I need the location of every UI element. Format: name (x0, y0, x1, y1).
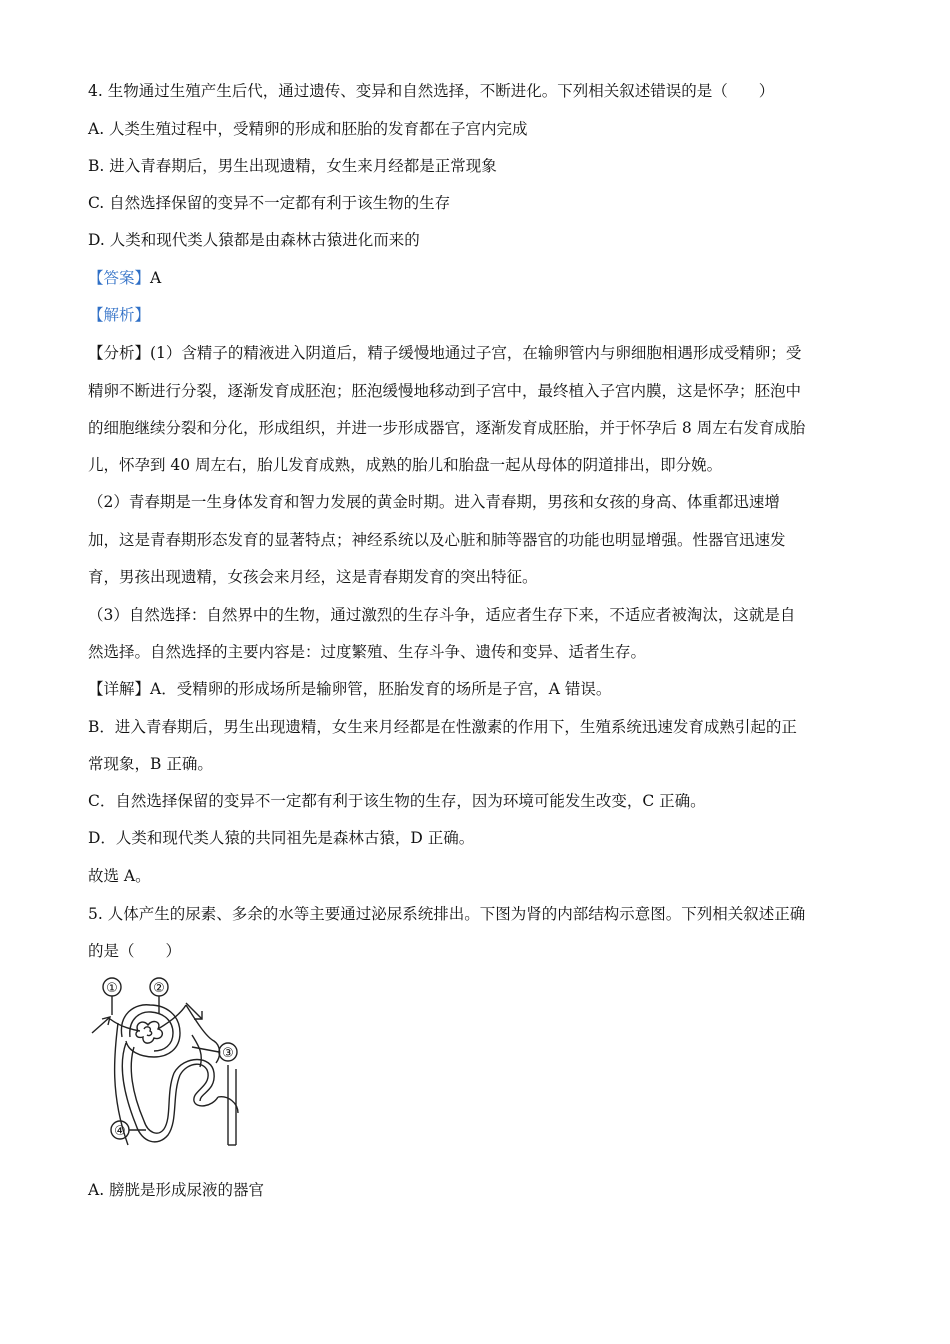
figure-label-2: ② (153, 981, 165, 996)
figure-label-1: ① (106, 981, 118, 996)
analysis-line: 儿，怀孕到 40 周左右，胎儿发育成熟，成熟的胎儿和胎盘一起从母体的阴道排出，即分娩。 (88, 456, 723, 474)
figure-label-3: ③ (222, 1046, 234, 1061)
detail-line: 【详解】A．受精卵的形成场所是输卵管，胚胎发育的场所是子宫，A 错误。 (88, 680, 612, 698)
analysis-line: 【分析】(1）含精子的精液进入阴道后，精子缓慢地通过子宫，在输卵管内与卵细胞相遇形成受精卵；受 (88, 344, 802, 362)
q5-option-a: A. 膀胱是形成尿液的器官 (88, 1181, 265, 1199)
analysis-line: 然选择。自然选择的主要内容是：过度繁殖、生存斗争、遗传和变异、适者生存。 (88, 643, 647, 661)
detail-line: B．进入青春期后，男生出现遗精，女生来月经都是在性激素的作用下，生殖系统迅速发育成熟引起的正 (88, 718, 797, 736)
analysis-line: 的细胞继续分裂和分化，形成组织，并进一步形成器官，逐渐发育成胚胎，并于怀孕后 8 周左右发育成胎 (88, 419, 806, 437)
analysis-line: （2）青春期是一生身体发育和智力发展的黄金时期。进入青春期，男孩和女孩的身高、体重都迅速增 (88, 493, 780, 511)
detail-line: D．人类和现代类人猿的共同祖先是森林古猿，D 正确。 (88, 829, 475, 847)
figure-label-4: ④ (114, 1124, 126, 1139)
q4-stem: 4. 生物通过生殖产生后代，通过遗传、变异和自然选择，不断进化。下列相关叙述错误的是（ ） (88, 82, 775, 100)
analysis-line: 育，男孩出现遗精，女孩会来月经，这是青春期发育的突出特征。 (88, 568, 538, 586)
q4-option-d: D. 人类和现代类人猿都是由森林古猿进化而来的 (88, 231, 420, 249)
conclusion-line: 故选 A。 (88, 867, 151, 885)
analysis-line: 精卵不断进行分裂，逐渐发育成胚泡；胚泡缓慢地移动到子宫中，最终植入子宫内膜，这是怀孕；胚泡中 (88, 382, 802, 400)
q4-option-b: B. 进入青春期后，男生出现遗精，女生来月经都是正常现象 (88, 157, 497, 175)
nephron-diagram (88, 975, 258, 1165)
analysis-line: 加，这是青春期形态发育的显著特点；神经系统以及心脏和肺等器官的功能也明显增强。性器官迅速发 (88, 531, 786, 549)
answer-tag: 【答案】 (88, 269, 151, 287)
answer-line (88, 268, 161, 288)
q5-stem-line: 的是（ ） (88, 942, 182, 960)
analysis-line: （3）自然选择：自然界中的生物，通过激烈的生存斗争，适应者生存下来，不适应者被淘汰，这就是自 (88, 606, 796, 624)
answer-value: A (150, 269, 162, 287)
detail-line: C．自然选择保留的变异不一定都有利于该生物的生存，因为环境可能发生改变，C 正确。 (88, 792, 706, 810)
q5-stem-line: 5. 人体产生的尿素、多余的水等主要通过泌尿系统排出。下图为肾的内部结构示意图。下列相关叙述正确 (88, 905, 806, 923)
analysis-tag: 【解析】 (88, 306, 151, 324)
q4-option-a: A. 人类生殖过程中，受精卵的形成和胚胎的发育都在子宫内完成 (88, 120, 528, 138)
q4-option-c: C. 自然选择保留的变异不一定都有利于该生物的生存 (88, 194, 451, 212)
detail-line: 常现象，B 正确。 (88, 755, 213, 773)
